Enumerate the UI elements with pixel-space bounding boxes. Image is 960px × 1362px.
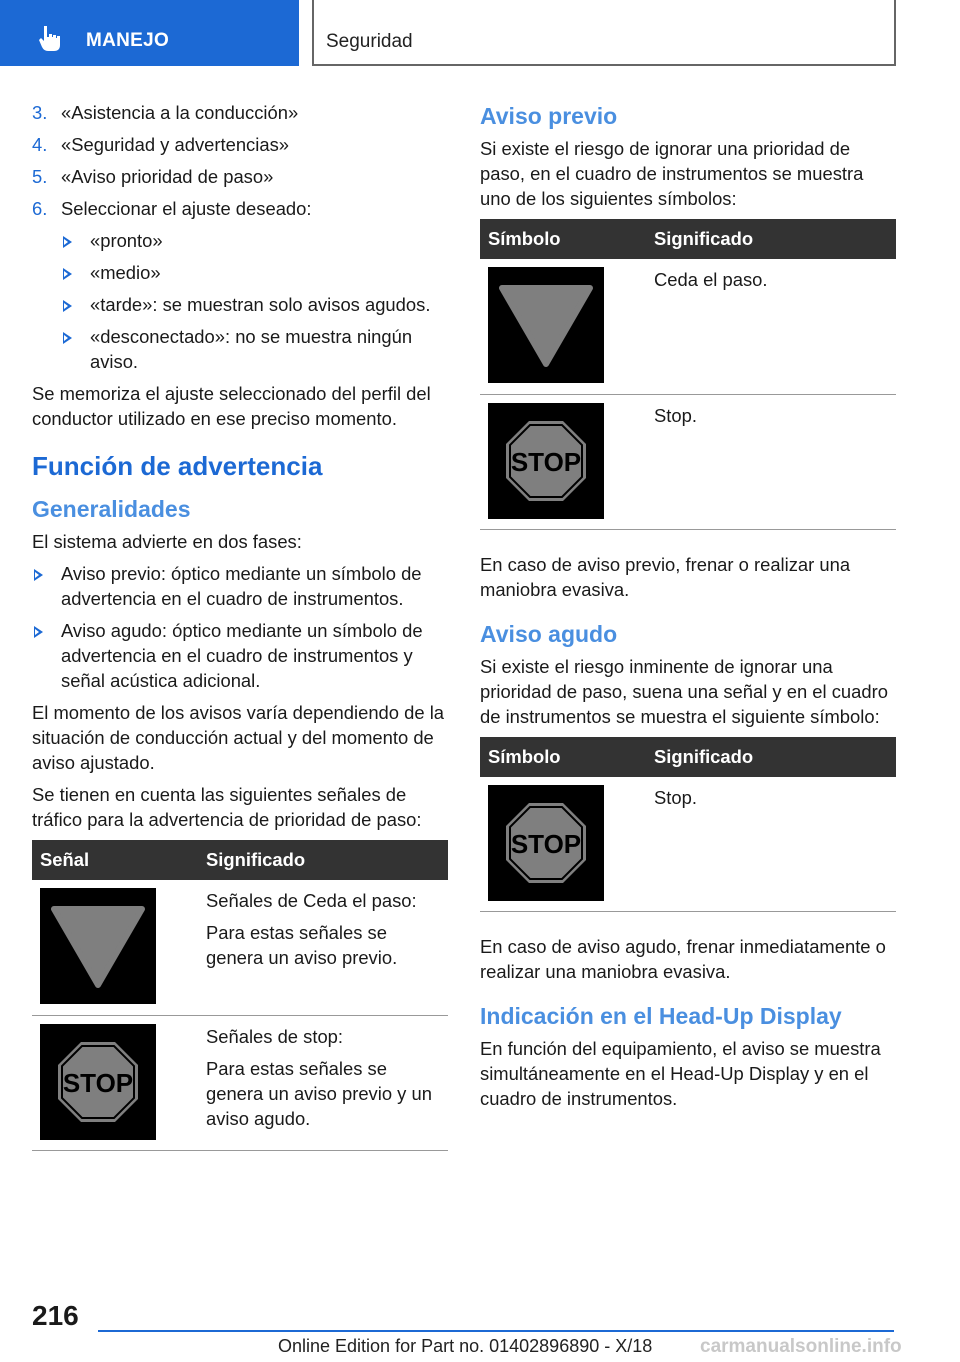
- column-header: Significado: [628, 219, 896, 259]
- subsection-heading: Indicación en el Head-Up Display: [480, 1003, 842, 1029]
- meaning-text: Señales de Ceda el paso:: [206, 890, 417, 911]
- acute-action: En caso de aviso agudo, frenar inmediatamente o realizar una maniobra evasiva.: [480, 936, 886, 982]
- list-item: [61, 292, 448, 317]
- table-cell: [180, 880, 448, 1015]
- list-item: [61, 260, 448, 285]
- subsection-heading: Aviso previo: [480, 103, 618, 129]
- list-item: [61, 228, 448, 253]
- table-row: [32, 880, 448, 1015]
- column-header: Significado: [180, 840, 448, 880]
- column-header: Símbolo: [480, 737, 628, 777]
- step-text: «Aviso prioridad de paso»: [61, 166, 274, 187]
- table-cell: [32, 880, 180, 1015]
- svg-text:STOP: STOP: [510, 828, 582, 859]
- table-cell: [628, 777, 896, 912]
- section-label: MANEJO: [86, 30, 170, 51]
- step-number: 4.: [32, 134, 48, 155]
- table-cell: [180, 1015, 448, 1150]
- table-header-row: [32, 840, 448, 880]
- list-item: [32, 618, 448, 693]
- list-item: [32, 164, 448, 189]
- watermark: carmanualsonline.info: [700, 1336, 902, 1357]
- step-text: «Asistencia a la conducción»: [61, 102, 299, 123]
- meaning-text: Para estas señales se genera un aviso previo.: [206, 922, 398, 968]
- chapter-box: [312, 0, 896, 66]
- table-row: [480, 777, 896, 912]
- left-column: [32, 100, 448, 1151]
- list-item: [32, 132, 448, 157]
- step-list: [32, 100, 448, 221]
- stop-sign-icon: [40, 1024, 156, 1140]
- table-cell: [480, 777, 628, 912]
- option-text: «pronto»: [90, 230, 163, 251]
- step-number: 3.: [32, 102, 48, 123]
- list-item: [32, 100, 448, 125]
- section-tab: [0, 0, 299, 66]
- list-item: [32, 561, 448, 611]
- option-list: [61, 228, 448, 374]
- bullet-triangle-icon: [63, 268, 72, 280]
- column-header: Símbolo: [480, 219, 628, 259]
- step-text: Seleccionar el ajuste deseado:: [61, 198, 312, 219]
- table-row: [480, 394, 896, 529]
- meaning-text: Ceda el paso.: [654, 269, 768, 290]
- stop-sign-icon: [488, 785, 604, 901]
- edition-text: Online Edition for Part no. 01402896890 - X/18: [278, 1336, 653, 1356]
- phase-text: Aviso previo: óptico mediante un símbolo de advertencia en el cuadro de instrumentos.: [61, 563, 422, 609]
- pre-warning-table: [480, 219, 896, 530]
- step-number: 5.: [32, 166, 48, 187]
- bullet-triangle-icon: [34, 569, 43, 581]
- memo-paragraph: Se memoriza el ajuste seleccionado del perfil del conductor utilizado en ese preciso momento.: [32, 383, 431, 429]
- signals-intro: Se tienen en cuenta las siguientes señales de tráfico para la advertencia de prioridad de paso:: [32, 784, 422, 830]
- phase-list: [32, 561, 448, 693]
- subsection-heading: Generalidades: [32, 496, 191, 522]
- step-text: «Seguridad y advertencias»: [61, 134, 289, 155]
- table-cell: [628, 394, 896, 529]
- meaning-text: Stop.: [654, 404, 697, 426]
- meaning-text: Para estas señales se genera un aviso previo y un aviso agudo.: [206, 1057, 432, 1129]
- section-heading: Función de advertencia: [32, 451, 323, 481]
- list-item: [61, 324, 448, 374]
- table-cell: [480, 394, 628, 529]
- pre-action: En caso de aviso previo, frenar o realizar una maniobra evasiva.: [480, 553, 851, 600]
- table-cell: [480, 259, 628, 394]
- bullet-triangle-icon: [63, 332, 72, 344]
- list-item: [32, 196, 448, 221]
- phase-text: Aviso agudo: óptico mediante un símbolo de advertencia en el cuadro de instrumentos y señal acústica adicional.: [61, 620, 423, 691]
- footer-divider: [98, 1330, 894, 1332]
- option-text: «medio»: [90, 262, 161, 283]
- svg-text:STOP: STOP: [510, 446, 582, 477]
- table-row: [32, 1015, 448, 1150]
- step-number: 6.: [32, 198, 48, 219]
- page-header: [0, 0, 960, 66]
- bullet-triangle-icon: [63, 236, 72, 248]
- right-column: [480, 100, 896, 1118]
- page-number: 216: [32, 1300, 79, 1331]
- yield-sign-icon: [488, 267, 604, 383]
- table-cell: [32, 1015, 180, 1150]
- option-text: «desconectado»: no se muestra ningún aviso.: [90, 326, 413, 372]
- pre-intro: Si existe el riesgo de ignorar una prioridad de paso, en el cuadro de instrumentos se muestra uno de los siguientes símbolos:: [480, 138, 864, 209]
- acute-intro: Si existe el riesgo inminente de ignorar una prioridad de paso, suena una señal y en el cuadro de instrumentos se muestra el siguiente símbolo:: [480, 655, 888, 727]
- option-text: «tarde»: se muestran solo avisos agudos.: [90, 294, 431, 315]
- chapter-label: Seguridad: [326, 31, 413, 52]
- hud-paragraph: En función del equipamiento, el aviso se muestra simultáneamente en el Head-Up Display y en el cuadro de instrumentos.: [480, 1038, 881, 1109]
- svg-text:STOP: STOP: [62, 1067, 134, 1098]
- bullet-triangle-icon: [34, 626, 43, 638]
- stop-sign-icon: [488, 403, 604, 519]
- meaning-text: Señales de stop:: [206, 1025, 344, 1047]
- column-header: Señal: [32, 840, 180, 880]
- table-row: [480, 259, 896, 394]
- table-header-row: [480, 219, 896, 259]
- subsection-heading: Aviso agudo: [480, 620, 618, 647]
- bullet-triangle-icon: [63, 300, 72, 312]
- hand-pointer-icon: [38, 24, 64, 52]
- meaning-text: Stop.: [654, 786, 697, 808]
- yield-sign-icon: [40, 888, 156, 1004]
- general-intro: El sistema advierte en dos fases:: [32, 531, 302, 552]
- acute-warning-table: [480, 737, 896, 913]
- timing-paragraph: El momento de los avisos varía dependiendo de la situación de conducción actual y del momento de aviso ajustado.: [32, 702, 445, 773]
- table-cell: [628, 259, 896, 394]
- column-header: Significado: [628, 737, 896, 777]
- signal-table: [32, 840, 448, 1151]
- table-header-row: [480, 737, 896, 777]
